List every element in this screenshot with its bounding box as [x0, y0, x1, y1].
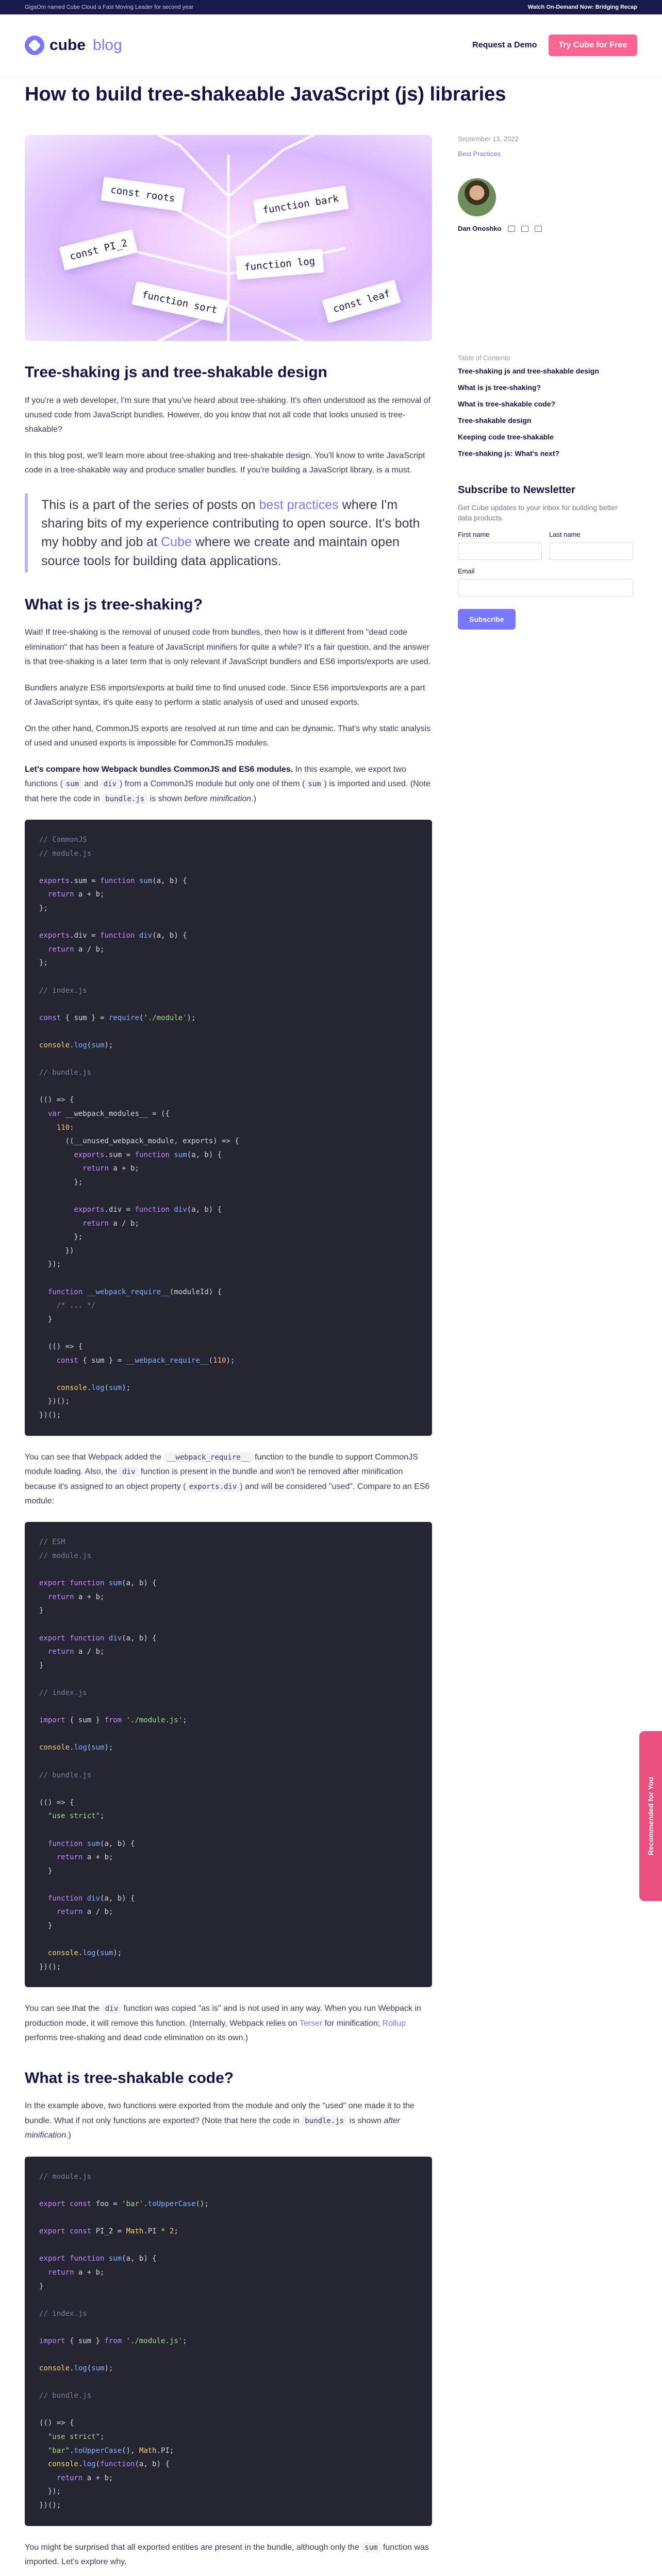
recommended-label: Recommended for You: [647, 1777, 655, 1855]
section-heading: Tree-shaking js and tree-shakable design: [25, 364, 327, 381]
inline-code: __webpack_require__: [164, 1452, 253, 1463]
inline-code: div: [119, 1467, 138, 1477]
newsletter-name-row: [458, 531, 633, 560]
quote-text: This is a part of the series of posts on: [41, 497, 259, 512]
newsletter-email-row: [458, 567, 633, 597]
email-field: [458, 567, 633, 597]
section-heading: What is tree-shakable code?: [25, 2069, 234, 2087]
toc-item[interactable]: Tree-shaking js: What's next?: [458, 449, 560, 457]
header-actions: [472, 35, 637, 56]
cube-logo-icon: [25, 36, 44, 55]
toc-title: Table of Contents: [458, 354, 510, 362]
hero-chip: function log: [235, 249, 324, 280]
page-title: How to build tree-shakeable JavaScript (js) libraries: [25, 83, 506, 105]
inline-code: sum: [63, 779, 82, 789]
inline-code: bundle.js: [302, 2116, 347, 2126]
last-name-input[interactable]: [549, 543, 633, 560]
paragraph: In the example above, two functions were exported from the module and only the "used" one made it to the bundle. What if not only functions are exported? (Note that here the code in bundle.js is shown after minification.): [25, 2102, 415, 2140]
email-input[interactable]: [458, 579, 633, 597]
recommended-tab[interactable]: [639, 1731, 662, 1901]
last-name-field: [549, 531, 633, 560]
inline-code: bundle.js: [102, 794, 147, 804]
announcement-text: GigaOm named Cube Cloud a Fast Moving Leader for second year: [25, 4, 194, 10]
hero-chip: const roots: [101, 177, 185, 212]
quote-text: where we create and maintain open source tools for building data applications.: [41, 535, 400, 568]
paragraph: Bundlers analyze ES6 imports/exports at build time to find unused code. Since ES6 imports/exports are a part of JavaScript syntax, it's quite easy to perform a static analysis of used and unused exports.: [25, 683, 425, 707]
newsletter-title: Subscribe to Newsletter: [458, 484, 575, 496]
github-icon[interactable]: [521, 226, 528, 232]
logo-blog-text: blog: [93, 36, 122, 54]
publish-date: September 13, 2022: [458, 135, 519, 143]
subscribe-button[interactable]: Subscribe: [458, 609, 516, 630]
emphasis-text: Let's compare how Webpack bundles CommonJS and ES6 modules.: [25, 765, 293, 774]
logo-text: cube: [49, 36, 86, 54]
last-name-label: Last name: [549, 530, 581, 538]
paragraph: You might be surprised that all exported entities are present in the bundle, although only the sum function was imported. Let's explore why.: [25, 2543, 429, 2567]
try-free-button[interactable]: Try Cube for Free: [549, 35, 637, 56]
paragraph: You can see that the div function was copied "as is" and is not used in any way. When you run Webpack in production mode, it will remove this function. (Internally, Webpack relies on Terser for minification; Rollup performs tree-shaking and dead code elimination on its own.): [25, 2004, 421, 2043]
toc-item[interactable]: What is tree-shakable code?: [458, 400, 556, 408]
paragraph: If you're a web developer, I'm sure that you've heard about tree-shaking. It's often understood as the removal of unused code from JavaScript bundles. However, do you know that not all code that looks unused is tree-shakable?: [25, 396, 431, 434]
toc-item[interactable]: What is js tree-shaking?: [458, 383, 541, 392]
category-link[interactable]: Best Practices: [458, 150, 501, 158]
author-avatar: [458, 178, 496, 216]
first-name-label: First name: [458, 530, 490, 538]
site-header: [0, 14, 662, 76]
paragraph: In this blog post, we'll learn more about tree-shaking and tree-shakable design. You'll know to write JavaScript code in a tree-shakable way and produce smaller bundles. If you're building a JavaScript library, is a must.: [25, 451, 425, 475]
paragraph: On the other hand, CommonJS exports are resolved at run time and can be dynamic. That's why static analysis of used and unused exports is impossible for CommonJS modules.: [25, 724, 431, 748]
linkedin-icon[interactable]: [535, 226, 542, 232]
code-block-commonjs: // CommonJS // module.js exports.sum = function sum(a, b) { return a + b; }; exports.div = function div(a, b) { return a / b; }; // index.js const { sum } = require('./module'); console.log(sum); // bundle.js (() => { var __webpack_modules__ = ({ 110: ((__unused_webpack_module, exports) => { exports.sum = function sum(a, b) { return a + b; }; exports.div = function div(a, b) { return a / b; }; }) }); function __webpack_require__(moduleId) { /* ... */ } (() => { const { sum } = __webpack_require__(110); console.log(sum); })(); })();: [25, 820, 432, 1436]
hero-chip: function sort: [131, 281, 227, 324]
paragraph: Wait! If tree-shaking is the removal of unused code from bundles, then how is it different from "dead code elimination" that has been a feature of JavaScript minifiers for quite a while? It's a fair question, and the answer is that tree-shaking is a later term that is only relevant if JavaScript bundlers and ES6 imports/exports are used.: [25, 628, 431, 667]
hero-chip: const leaf: [322, 280, 401, 324]
cube-link[interactable]: Cube: [161, 535, 192, 550]
toc-item[interactable]: Tree-shakable design: [458, 416, 532, 425]
author-name: Dan Onoshko: [458, 225, 502, 232]
inline-code: sum: [305, 779, 324, 789]
article-sidebar: [458, 135, 633, 630]
paragraph: You can see that Webpack added the __webpack_require__ function to the bundle to support CommonJS module loading. Also, the div function is present in the bundle and won't be removed after minification because it's assigned to an object property ( exports.div ) and will be considered "used". Compare to an ES6 module:: [25, 1452, 430, 1505]
code-block-entities: // module.js export const foo = 'bar'.toUpperCase(); export const PI_2 = Math.PI * 2; export function sum(a, b) { return a + b; } // index.js import { sum } from './module.js'; console.log(sum); // bundle.js (() => { "use strict"; "bar".toUpperCase(), Math.PI; console.log(function(a, b) { return a + b; }); })();: [25, 2157, 432, 2526]
hero-image: [25, 135, 432, 341]
author-row: [458, 225, 633, 232]
inline-code: div: [101, 779, 120, 789]
section-heading: What is js tree-shaking?: [25, 596, 203, 613]
inline-code: sum: [361, 2543, 380, 2553]
quote-text: where I'm sharing bits of my experience contributing to open source. It's both my hobby and job at: [41, 497, 420, 550]
series-quote: [25, 494, 432, 572]
terser-link[interactable]: Terser: [299, 2019, 323, 2028]
twitter-icon[interactable]: [508, 226, 515, 232]
inline-code: div: [102, 2004, 121, 2014]
first-name-field: [458, 531, 542, 560]
toc-item[interactable]: Keeping code tree-shakable: [458, 433, 554, 441]
cube-logo[interactable]: [25, 36, 122, 55]
code-block-es6: // ESM // module.js export function sum(a, b) { return a + b; } export function div(a, b) { return a / b; } // index.js import { sum } from './module.js'; console.log(sum); // bundle.js (() => { "use strict"; function sum(a, b) { return a + b; } function div(a, b) { return a / b; } console.log(sum); })();: [25, 1522, 432, 1987]
inline-code: exports.div: [186, 1482, 240, 1492]
announcement-bar: [0, 0, 662, 14]
request-demo-link[interactable]: Request a Demo: [472, 40, 537, 49]
best-practices-link[interactable]: best practices: [259, 497, 339, 512]
toc-item[interactable]: Tree-shaking js and tree-shakable design: [458, 367, 599, 375]
first-name-input[interactable]: [458, 543, 542, 560]
rollup-link[interactable]: Rollup: [382, 2019, 406, 2028]
hero-chip: const PI_2: [59, 229, 138, 270]
newsletter-description: Get Cube updates to your inbox for building better data products.: [458, 503, 618, 522]
announcement-cta[interactable]: Watch On-Demand Now: Bridging Recap: [527, 4, 637, 10]
email-label: Email: [458, 567, 475, 575]
hero-chip: function bark: [253, 185, 349, 224]
article-body: [25, 363, 432, 2576]
paragraph: Let's compare how Webpack bundles CommonJS and ES6 modules. In this example, we export two functions ( sum and div ) from a CommonJS module but only one of them ( sum ) is imported and used. (Note that here the code in bundle.js is shown before minification.): [25, 765, 431, 803]
